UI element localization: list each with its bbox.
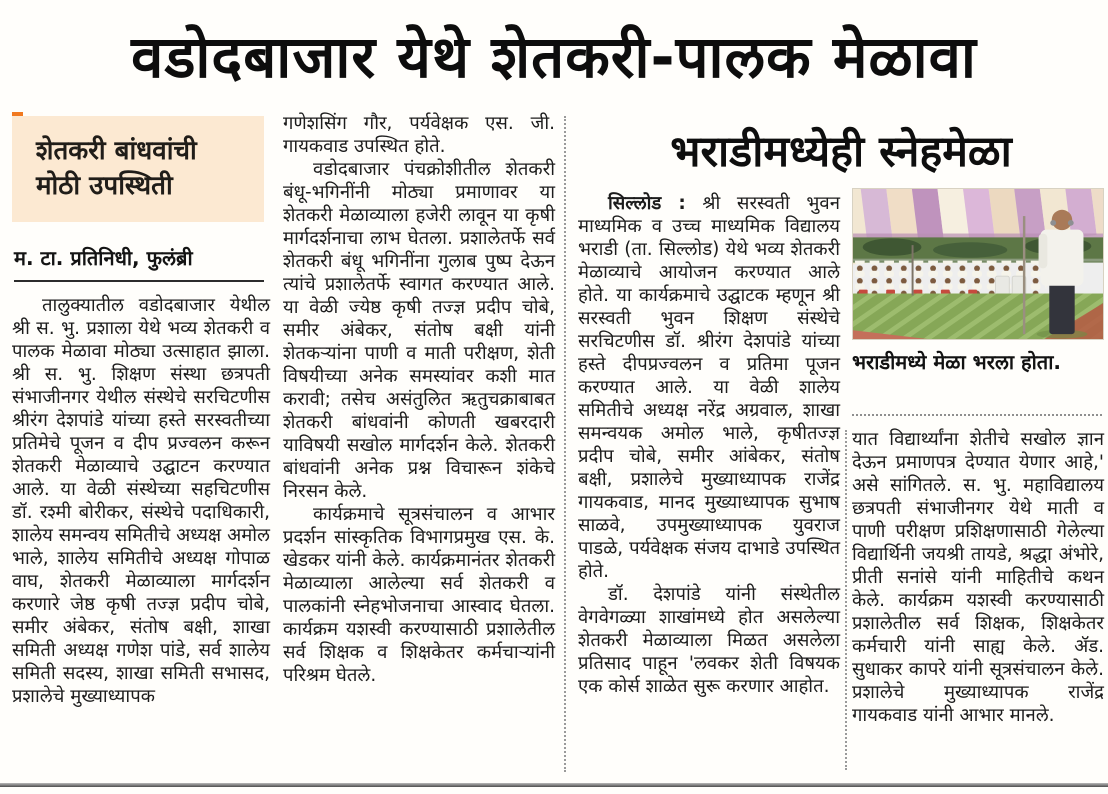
bottom-rule	[0, 783, 1108, 787]
article2-paragraph-col3-1	[578, 192, 840, 583]
article2-photo	[852, 188, 1104, 340]
caption-divider	[852, 414, 1102, 416]
highlight-line2: मोठी उपस्थिती	[36, 171, 173, 201]
article1-paragraph-col2-3: कार्यक्रमाचे सूत्रसंचालन व आभार प्रदर्शन सांस्कृतिक विभागप्रमुख एस. के. खेडकर यांनी केले. कार्यक्रमानंतर शेतकरी मेळाव्याला आलेल्या सर्व शेतकरी व पालकांनी स्नेहभोजनाचा आस्वाद घेतला. कार्यक्रम यशस्वी करण्यासाठी प्रशालेतील सर्व शिक्षक व शिक्षकेतर कर्मचाऱ्यांनी परिश्रम घेतले.	[283, 504, 555, 686]
article2-column1	[578, 192, 840, 698]
dateline: सिल्लोड :	[608, 193, 686, 214]
article1-paragraph-col2-2: वडोदबाजार पंचक्रोशीतील शेतकरी बंधू-भगिनींनी मोठ्या प्रमाणावर या शेतकरी मेळाव्याला हजेरी लावून या कृषी मार्गदर्शनाचा लाभ घेतला. प्रशालेतर्फे सर्व शेतकरी बंधू भगिनींना गुलाब पुष्प देऊन त्यांचे प्रशालेतर्फे स्वागत करण्यात आले. या वेळी ज्येष्ठ कृषी तज्ज्ञ प्रदीप चोबे, समीर अंबेकर, संतोष बक्षी यांनी शेतकऱ्यांना पाणी व माती परीक्षण, शेती विषयीच्या अनेक समस्यांवर कशी मात करावी; तसेच असंतुलित ऋतुचक्राबाबत शेतकरी बांधवांनी कोणती खबरदारी याविषयी सखोल मार्गदर्शन केले. शेतकरी बांधवांनी अनेक प्रश्न विचारून शंकेचे निरसन केले.	[283, 159, 555, 502]
column-divider-2	[845, 430, 847, 770]
article1-paragraph-col1: तालुक्यातील वडोदबाजार येथील श्री स. भु. प्रशाला येथे भव्य शेतकरी व पालक मेळावा मोठ्या उत्साहात झाला. श्री स. भु. शिक्षण संस्था छत्रपती संभाजीनगर येथील संस्थेचे सरचिटणीस श्रीरंग देशपांडे यांच्या हस्ते सरस्वतीच्या प्रतिमेचे पूजन व दीप प्रज्वलन करून शेतकरी मेळाव्याचे उद्घाटन करण्यात आले. या वेळी संस्थेच्या सहचिटणीस डॉ. रश्मी बोरीकर, संस्थेचे पदाधिकारी, शालेय समन्वय समितीचे अध्यक्ष अमोल भाले, शालेय समितीचे अध्यक्ष गोपाळ वाघ, शेतकरी मेळाव्याला मार्गदर्शन करणारे जेष्ठ कृषी तज्ज्ञ प्रदीप चोबे, समीर अंबेकर, संतोष बक्षी, शाखा समिती अध्यक्ष गणेश पांडे, सर्व शालेय समिती सदस्य, शाखा समिती सभासद, प्रशालेचे मुख्याध्यापक	[12, 295, 270, 707]
article1-column2	[283, 112, 555, 687]
byline-rule	[14, 280, 264, 282]
tent-pole	[912, 245, 914, 295]
photo-caption: भराडीमध्ये मेळा भरला होता.	[852, 350, 1061, 374]
highlight-box	[12, 116, 264, 222]
seated-crowd	[853, 261, 1046, 298]
article1-paragraph-col2-1: गणेशसिंग गौर, पर्यवेक्षक एस. जी. गायकवाड उपस्थित होते.	[283, 113, 555, 157]
article2-lead-text: श्री सरस्वती भुवन माध्यमिक व उच्च माध्यमिक विद्यालय भराडी (ता. सिल्लोड) येथे भव्य शेतकरी मेळाव्याचे आयोजन करण्यात आले होते. या कार्यक्रमाचे उद्घाटक म्हणून श्री सरस्वती भुवन शिक्षण संस्थेचे सरचिटणीस डॉ. श्रीरंग देशपांडे यांच्या हस्ते दीपप्रज्वलन व प्रतिमा पूजन करण्यात आले. या वेळी शालेय समितीचे अध्यक्ष नरेंद्र अग्रवाल, शाखा समन्वयक अमोल भाले, कृषीतज्ज्ञ प्रदीप चोबे, समीर आंबेकर, संतोष बक्षी, प्रशालेचे मुख्याध्यापक राजेंद्र गायकवाड, मानद मुख्याध्यापक सुभाष साळवे, उपमुख्याध्यापक युवराज पाडळे, पर्यवेक्षक संजय दाभाडे उपस्थित होते.	[578, 193, 840, 582]
main-headline: वडोदबाजार येथे शेतकरी-पालक मेळावा	[131, 22, 977, 91]
article2-column2-body	[852, 428, 1104, 727]
byline: म. टा. प्रतिनिधी, फुलंब्री	[14, 246, 193, 270]
article2-paragraph-col4: यात विद्यार्थ्यांना शेतीचे सखोल ज्ञान देऊन प्रमाणपत्र देण्यात येणार आहे,' असे सांगितले. स. भु. महाविद्यालय छत्रपती संभाजीनगर येथे माती व पाणी परीक्षण प्रशिक्षणासाठी गेलेल्या विद्यार्थिनी जयश्री तायडे, श्रद्धा अंभोरे, प्रीती सनांसे यांनी माहितीचे कथन केले. कार्यक्रम यशस्वी करण्यासाठी प्रशालेतील सर्व शिक्षक, शिक्षकेतर कर्मचारी यांनी साह्य केले. ॲड. सुधाकर कापरे यांनी सूत्रसंचालन केले. प्रशालेचे मुख्याध्यापक राजेंद्र गायकवाड यांनी आभार मानले.	[852, 429, 1104, 726]
article2-headline: भराडीमध्येही स्नेहमेळा	[670, 126, 1012, 177]
article2-paragraph-col3-2: डॉ. देशपांडे यांनी संस्थेतील वेगवेगळ्या शाखांमध्ये होत असलेल्या शेतकरी मेळाव्याला मिळत असलेला प्रतिसाद पाहून 'लवकर शेती विषयक एक कोर्स शाळेत सुरू करणार आहोत.	[578, 584, 840, 697]
meeting-photo-illustration	[853, 189, 1103, 339]
column-divider-1	[564, 116, 566, 772]
tent-pole	[1023, 216, 1025, 334]
highlight-line1: शेतकरी बांधवांची	[36, 136, 197, 166]
